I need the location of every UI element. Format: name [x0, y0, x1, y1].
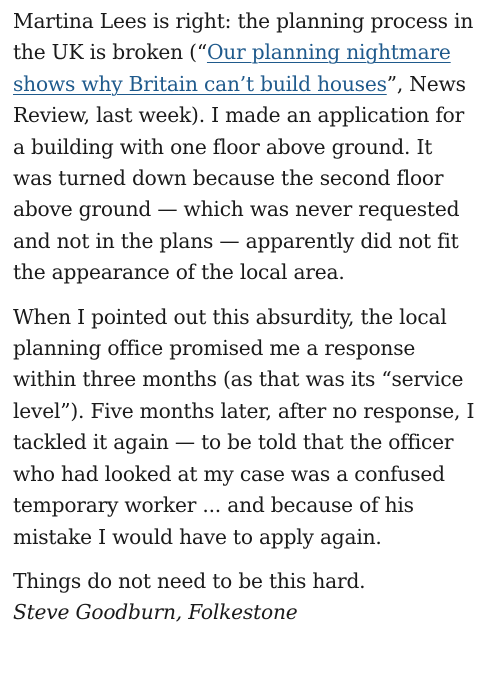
- text-line: [13, 37, 483, 68]
- text-line: [13, 69, 483, 100]
- letter-paragraph-1: [13, 6, 483, 289]
- text-fragment: the UK is broken (“: [13, 40, 207, 65]
- text-line: level”). Five months later, after no response, I: [13, 398, 475, 423]
- text-line: planning office promised me a response: [13, 336, 416, 361]
- text-line: was turned down because the second floor: [13, 166, 444, 191]
- text-line: within three months (as that was its “service: [13, 367, 464, 392]
- letter-paragraph-3: [13, 566, 483, 629]
- text-line: and not in the plans — apparently did not fit: [13, 228, 459, 253]
- text-line: a building with one floor above ground. It: [13, 134, 433, 159]
- text-line: Things do not need to be this hard.: [13, 568, 366, 593]
- text-line: mistake I would have to apply again.: [13, 524, 382, 549]
- text-line: tackled it again — to be told that the officer: [13, 430, 454, 455]
- paragraph-spacer: [13, 553, 483, 566]
- text-line: the appearance of the local area.: [13, 260, 345, 285]
- text-fragment: ”, News: [386, 71, 466, 96]
- letter-paragraph-2: [13, 302, 483, 553]
- text-line: Review, last week). I made an application for: [13, 103, 465, 128]
- letter-signature: Steve Goodburn, Folkestone: [13, 600, 298, 625]
- article-link-part-1[interactable]: Our planning nightmare: [206, 40, 451, 65]
- text-line: Martina Lees is right: the planning process in: [13, 9, 474, 33]
- text-line: who had looked at my case was a confused: [13, 461, 445, 486]
- paragraph-spacer: [13, 289, 483, 302]
- text-line: When I pointed out this absurdity, the local: [13, 304, 447, 329]
- text-line: above ground — which was never requested: [13, 197, 460, 222]
- article-link-part-2[interactable]: shows why Britain can’t build houses: [13, 71, 387, 96]
- text-line: temporary worker ... and because of his: [13, 493, 414, 518]
- letter-to-editor: [13, 6, 483, 629]
